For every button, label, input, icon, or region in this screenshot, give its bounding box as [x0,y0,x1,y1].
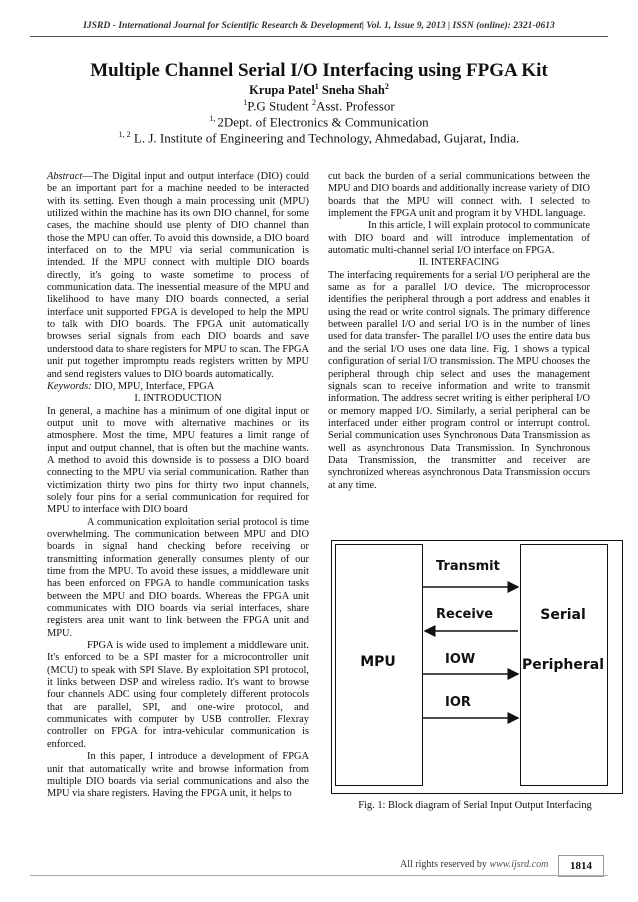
page-number: 1814 [558,855,604,877]
intro-continued-paragraph: cut back the burden of a serial communications between the MPU and DIO boards and additionally increase variety of DIO boards that the MPU will connect with. I selected to implement the FPGA unit and program it by VHDL language. [328,171,590,220]
header-rule [30,36,608,37]
block-diagram [331,540,623,794]
role-2: Asst. Professor [315,98,395,114]
iow-label: IOW [445,652,476,667]
affiliation-institute [0,130,638,146]
role-1: P.G Student [247,98,312,114]
rights-text: All rights reserved by [400,859,490,870]
intro-paragraph-1: In general, a machine has a minimum of one digital input or output unit to move with alternative machines or its atmosphere. Most the time, MPU features a limit range of input and output channel, that is often but the machine wants. A method to avoid this downside is to possess a DIO board connecting to the MPU via serial communication. Rather than victimization thirty two pins for thirty two input channels, solely four pins for a serial communication for required for MPU to interface with DIO board [47,405,309,516]
author-2-sup: 2 [384,82,389,91]
introduction-heading: I. INTRODUCTION [134,393,222,405]
institute: L. J. Institute of Engineering and Technology, Ahmedabad, Gujarat, India. [130,130,520,146]
author-2: Sneha Shah [321,83,385,98]
right-column [328,171,590,492]
keywords-label: Keywords: [47,380,92,392]
role-2-sup: 2 [311,98,316,107]
transmit-label: Transmit [436,559,500,574]
author-1: Krupa Patel [249,83,315,98]
journal-header: IJSRD - International Journal for Scientific Research & Development| Vol. 1, Issue 9, 2013 | ISSN (online): 2321-0613 [83,20,555,31]
footer-site-link[interactable]: www.ijsrd.com [489,859,549,870]
ior-label: IOR [445,695,471,710]
serial-label: Serial [540,607,586,623]
intro-paragraph-3: FPGA is wide used to implement a middleware unit. It's enforced to be a SPI master for a microcontroller unit (MCU) to speak with SPI Slave. By exploitation SPI protocol, it links between DSP and wireless radio. It's want to browse four channels ADC using four completely different protocols that are parallel, SPI, and one-wire protocol, and communicates with computer by USB controller. Flexray controller on FPGA for intra-vehicular communication is enforced. [47,640,309,750]
dept-sup: 1, [209,114,218,123]
intro-continued-paragraph-2: In this article, I will explain protocol to communicate with DIO board and will introduce implementation of automatic multi-channel serial I/O interface on FPGA. [328,220,590,257]
peripheral-label: Peripheral [521,657,605,673]
dept: 2Dept. of Electronics & Communication [217,114,429,130]
footer-rights [400,859,548,870]
abstract [47,171,309,381]
abstract-label: Abstract [47,171,83,182]
author-1-sup: 1 [314,82,319,91]
footer-rule [30,875,608,876]
mpu-label: MPU [360,654,396,670]
author-roles [0,98,638,114]
figure-caption: Fig. 1: Block diagram of Serial Input Output Interfacing [358,800,592,811]
affiliation-dept [0,114,638,130]
intro-paragraph-4: In this paper, I introduce a development of FPGA unit that automatically write and browse information from multiple DIO boards via serial communications and also the MPU via share registers. Having the FPGA unit, it helps to [47,751,309,800]
role-1-sup: 1 [243,98,248,107]
paper-title: Multiple Channel Serial I/O Interfacing using FPGA Kit [90,60,548,81]
author-line [0,82,638,98]
abstract-text: —The Digital input and output interface (DIO) could be an important part for a machine needed to be interacted with its setting. Even though a main processing unit (MPU) utilized within the machine has its own DIO channel, for some cases, the machine should use plenty of DIO channel than those the MPU can offer. To avoid this downside, a DIO board interfaced on to the MPU via serial communication is intended. If the MPU connect with multiple DIO boards directly, it's going to waste sometime to process of communication data. The inessential measure of the MPU and likelihood to have many DIO boards connected, a serial interface unit supported FPGA is developed to help the MPU to talk with DIO boards. The FPGA unit automatically browses serial signals from each DIO boards and save understood data to share registers for MPU to scan. The FPGA unit put together impromptu reads registers written by MPU and send registers values to DIO boards automatically. [47,171,309,380]
interfacing-heading: II. INTERFACING [418,257,500,269]
keywords-text: DIO, MPU, Interface, FPGA [91,380,215,392]
keywords [47,381,309,393]
institute-sup: 1, 2 [118,130,131,139]
intro-paragraph-2: A communication exploitation serial protocol is time overwhelming. The communication between MPU and DIO boards in signal hand checking before receiving or transmitting information generally consumes plenty of our time from the MPU. To avoid these issues, a middleware unit has been enforced on FPGA to handle communication tasks between the MPU and DIO boards. Whereas the FPGA unit communicates with DIO boards via serial interfaces, share registers area unit want to link between the FPGA unit and MPU. [47,516,309,639]
interfacing-paragraph: The interfacing requirements for a serial I/O peripheral are the same as for a parallel I/O device. The microprocessor identifies the peripheral through a port address and enables it using the read or write control signals. The primary difference between parallel I/O and serial I/O is in the number of lines used for data transfer- The parallel I/O uses the entire data bus and the serial I/O uses one data line. Fig. 1 shows a typical configuration of serial I/O transmission. The MPU chooses the peripheral through chip select and uses the management signals scan to receive information and write to transmit information. The address secret writing is either peripheral I/O or memory mapped I/O. Similarly, a serial peripheral can be interfaced under either program control or interrupt control. Serial communication uses Synchronous Data Transmission as well as asynchronous Data Transmission. In Synchronous Data Transmission, the transmitter and receiver are synchronized whereas asynchronous Data Transmission occurs at any time. [328,269,590,491]
receive-label: Receive [436,607,494,622]
left-column [47,171,309,801]
